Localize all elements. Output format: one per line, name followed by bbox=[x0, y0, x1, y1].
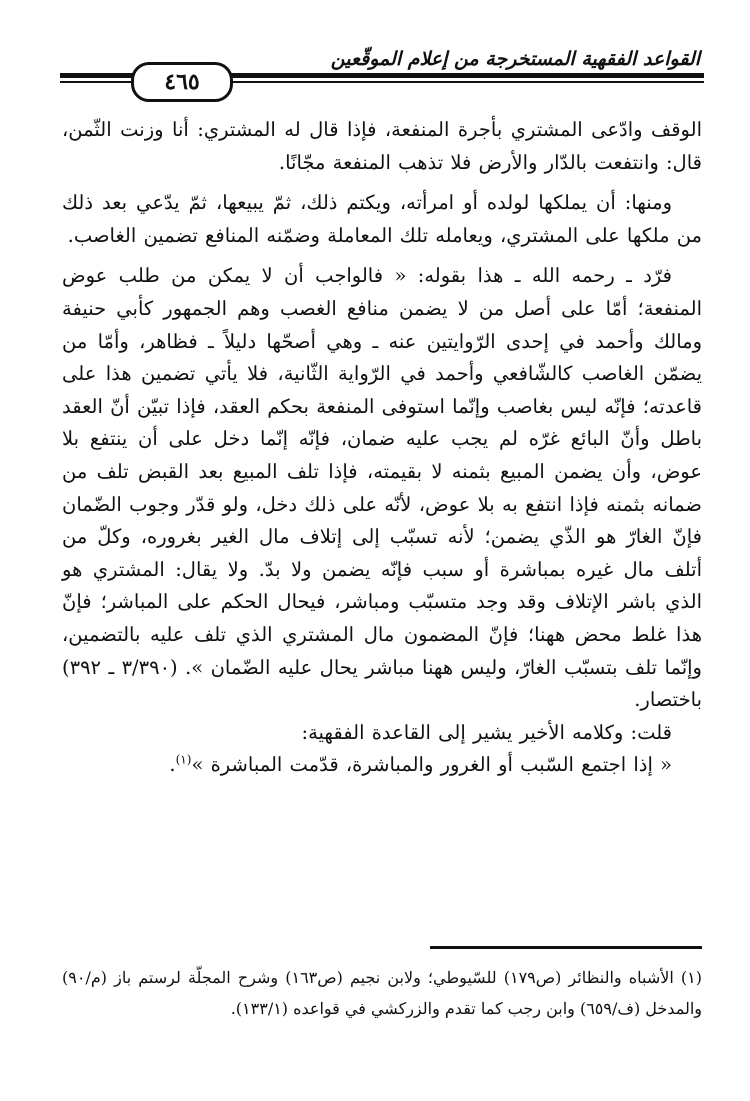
rule-quote-end: . bbox=[169, 753, 176, 777]
footnote-separator bbox=[430, 946, 702, 949]
page-number: ٤٦٥ bbox=[131, 62, 233, 102]
paragraph-3: فرّد ـ رحمه الله ـ هذا بقوله: « فالواجب أن لا يمكن من طلب عوض المنفعة؛ أمّا على أصل من لا يضمن منافع الغصب وهم الجمهور كأبي حنيفة ومالك وأحمد في إحدى الرّوايتين عنه ـ وهي أصحّها دليلاً ـ فظاهر، وأمّا من يضمّن الغاصب كالشّافعي وأحمد في الرّواية الثّانية، فلا يأتي تضمين هذا على قاعدته؛ فإنّه ليس بغاصب وإنّما استوفى المنفعة بحكم العقد، فإذا تبيّن أنّ العقد باطل وأنّ البائع غرّه لم يجب عليه ضمان، فإنّه إنّما دخل على أن ينتفع بلا عوض، وأن يضمن المبيع بثمنه لا بقيمته، فإذا تلف المبيع بعد القبض تلف من ضمانه بثمنه فإذا انتفع به بلا عوض، لأنّه على ذلك دخل، ولو قدّر وجوب الضّمان فإنّ الغارّ هو الذّي يضمن؛ لأنه تسبّب إلى إتلاف مال الغير بغروره، وكلّ من أتلف مال غيره بمباشرة أو سبب فإنّه يضمن ولا بدّ. ولا يقال: المشتري هو الذي باشر الإتلاف وقد وجد متسبّب ومباشر، فيحال الحكم على المباشر؛ فإنّ هذا غلط محض ههنا؛ فإنّ المضمون مال المشتري الذي تلف عليه بالتضمين، وإنّما تلف بتسبّب الغارّ، وليس ههنا مباشر يحال عليه الضّمان ». (٣/٣٩٠ ـ ٣٩٢) باختصار. bbox=[62, 264, 702, 712]
footnotes bbox=[62, 962, 702, 1024]
rule-quote bbox=[62, 749, 702, 782]
footnote-1: (١) الأشباه والنظائر (ص١٧٩) للسّيوطي؛ ولابن نجيم (ص١٦٣) وشرح المجلّة لرستم باز (م/٩٠) والمدخل (ف/٦٥٩) وابن رجب كما تقدم والزركشي في قواعده (١٣٣/١). bbox=[62, 968, 702, 1018]
paragraph-1: الوقف وادّعى المشتري بأجرة المنفعة، فإذا قال له المشتري: أنا وزنت الثّمن، قال: وانتفعت بالدّار والأرض فلا تذهب المنفعة مجّانًا. bbox=[62, 118, 702, 174]
paragraph-2: ومنها: أن يملكها لولده أو امرأته، ويكتم ذلك، ثمّ يبيعها، ثمّ يدّعي بعد ذلك من ملكها على المشتري، ويعامله تلك المعاملة وضمّنه المنافع تضمين الغاصب. bbox=[62, 191, 702, 247]
rule-quote-text: « إذا اجتمع السّبب أو الغرور والمباشرة، قدّمت المباشرة » bbox=[191, 753, 672, 777]
main-text bbox=[62, 114, 702, 782]
running-title: القواعد الفقهية المستخرجة من إعلام الموقّعين bbox=[330, 48, 700, 70]
paragraph-4: قلت: وكلامه الأخير يشير إلى القاعدة الفقهية: bbox=[301, 720, 672, 744]
footnote-ref[interactable]: (١) bbox=[175, 752, 192, 767]
